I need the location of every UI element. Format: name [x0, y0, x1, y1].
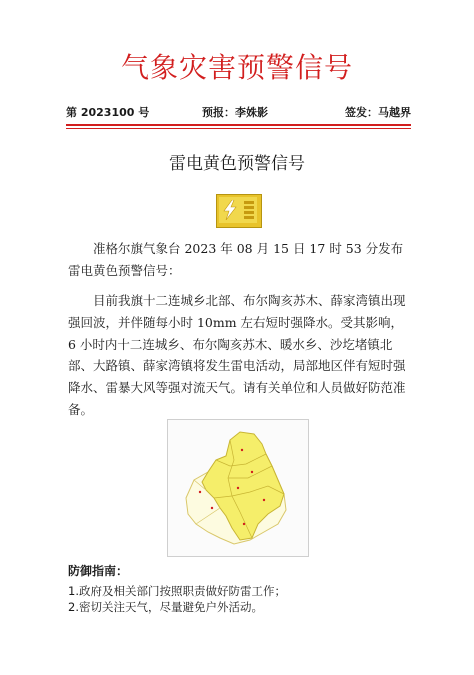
region-map-graphic [168, 420, 308, 556]
header-divider-thin [66, 128, 411, 129]
announcement-paragraph: 准格尔旗气象台 2023 年 08 月 15 日 17 时 53 分发布雷电黄色预警信号： [68, 241, 404, 278]
lightning-bolt-icon [223, 200, 237, 220]
header-divider-thick [66, 124, 411, 126]
defense-guide-item: 1.政府及相关部门按照职责做好防雷工作； [68, 584, 286, 598]
document-title: 气象灾害预警信号 [120, 51, 353, 84]
signer: 签发：马越界 [345, 106, 411, 119]
impact-paragraph: 目前我旗十二连城乡北部、布尔陶亥苏木、薛家湾镇出现强回波，并伴随每小时 10mm 左右短时强降水。受其影响，6 小时内十二连城乡、布尔陶亥苏木、暖水乡、沙圪堵镇北部、大路镇、薛家湾镇将发生雷电活动，局部地区伴有短时强降水、雷暴大风等强对流天气。请有关单位和人员做好防范准备。 [68, 293, 406, 417]
lightning-yellow-warning-icon [216, 194, 262, 228]
warning-area-map [167, 419, 309, 557]
signal-title: 雷电黄色预警信号 [169, 154, 305, 174]
signal-icon-face [219, 197, 257, 223]
defense-guide-item: 2.密切关注天气，尽量避免户外活动。 [68, 600, 263, 614]
document-meta-row [66, 104, 411, 122]
forecaster: 预报：李姝影 [202, 106, 268, 119]
defense-guide-title: 防御指南： [68, 564, 129, 578]
signal-level-bars [244, 201, 254, 219]
document-number: 第 2023100 号 [66, 106, 150, 119]
